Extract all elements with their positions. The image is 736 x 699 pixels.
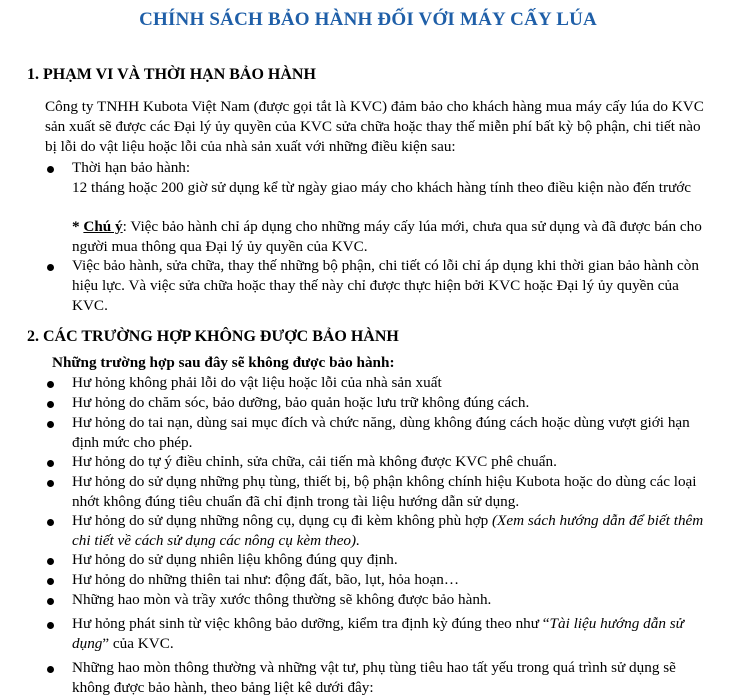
bullet-dot [47,598,54,605]
list-item [72,511,712,551]
bullet-dot [47,622,54,629]
section-2-heading: 2. CÁC TRƯỜNG HỢP KHÔNG ĐƯỢC BẢO HÀNH [27,328,399,345]
warranty-note [72,217,712,257]
section-1-heading: 1. PHẠM VI VÀ THỜI HẠN BẢO HÀNH [27,66,316,83]
list-item: Hư hỏng do sử dụng những phụ tùng, thiết bị, bộ phận không chính hiệu Kubota hoặc do dùng các loại nhớt không đúng tiêu chuẩn đã chỉ định trong tài liệu hướng dẫn sử dụng. [72,473,697,510]
list-item: Những hao mòn thông thường và những vật tư, phụ tùng tiêu hao tất yếu trong quá trình sử dụng sẽ không được bảo hành, theo bảng liệt kê dưới đây: [72,659,676,696]
section-2-subheading: Những trường hợp sau đây sẽ không được bảo hành: [52,354,395,371]
list-item: Hư hỏng do tự ý điều chỉnh, sửa chữa, cải tiến mà không được KVC phê chuẩn. [72,453,557,470]
item-tail: ” của KVC. [102,635,174,652]
bullet-dot [47,381,54,388]
bullet-dot [47,460,54,467]
list-item: Hư hỏng do những thiên tai như: động đất, bão, lụt, hỏa hoạn… [72,571,460,588]
note-star: * [72,218,84,235]
note-text: : Việc bảo hành chỉ áp dụng cho những máy cấy lúa mới, chưa qua sử dụng và đã được bán cho người mua thông qua Đại lý ủy quyền của KVC. [72,218,702,255]
list-item: Hư hỏng không phải lỗi do vật liệu hoặc lỗi của nhà sản xuất [72,374,442,391]
warranty-period-label: Thời hạn bảo hành: [72,159,191,176]
bullet-dot [47,401,54,408]
bullet-dot [47,558,54,565]
list-item: Hư hỏng do sử dụng nhiên liệu không đúng quy định. [72,551,398,568]
bullet-dot [47,666,54,673]
item-italic-note: (Xem sách hướng dẫn để biết thêm chi tiết về cách sử dụng các nông cụ kèm theo). [72,512,704,549]
note-label: Chú ý [83,218,123,235]
bullet-dot [47,578,54,585]
bullet-dot [47,264,54,271]
list-item [72,614,712,654]
list-item: Những hao mòn và trầy xước thông thường sẽ không được bảo hành. [72,591,492,608]
list-item: Hư hỏng do tai nạn, dùng sai mục đích và chức năng, dùng không đúng cách hoặc dùng vượt giới hạn định mức cho phép. [72,414,690,451]
document-title: CHÍNH SÁCH BẢO HÀNH ĐỐI VỚI MÁY CẤY LÚA [139,9,597,30]
bullet-dot [47,519,54,526]
warranty-validity-bullet: Việc bảo hành, sửa chữa, thay thế những bộ phận, chi tiết có lỗi chỉ áp dụng khi thời gian bảo hành còn hiệu lực. Và việc sửa chữa hoặc thay thế này chỉ được thực hiện bởi KVC hoặc Đại lý ủy quyền của KVC. [72,257,699,314]
item-text: Hư hỏng phát sinh từ việc không bảo dưỡng, kiểm tra định kỳ đúng theo như “ [72,615,550,632]
list-item: Hư hỏng do chăm sóc, bảo dưỡng, bảo quản hoặc lưu trữ không đúng cách. [72,394,530,411]
item-text: Hư hỏng do sử dụng những nông cụ, dụng cụ đi kèm không phù hợp [72,512,492,529]
bullet-dot [47,421,54,428]
section-1-intro: Công ty TNHH Kubota Việt Nam (được gọi tắt là KVC) đảm bảo cho khách hàng mua máy cấy lúa do KVC sản xuất sẽ được các Đại lý ủy quyền của KVC sửa chữa hoặc thay thế miễn phí bất kỳ bộ phận, chi tiết nào bị lỗi do vật liệu hoặc lỗi của nhà sản xuất với những điều kiện sau: [45,98,704,155]
bullet-dot [47,480,54,487]
bullet-dot [47,166,54,173]
warranty-period-detail: 12 tháng hoặc 200 giờ sử dụng kể từ ngày giao máy cho khách hàng tính theo điều kiện nào đến trước [72,179,692,196]
item-italic-doc-title: Tài liệu hướng dẫn sử dụng [72,615,684,652]
